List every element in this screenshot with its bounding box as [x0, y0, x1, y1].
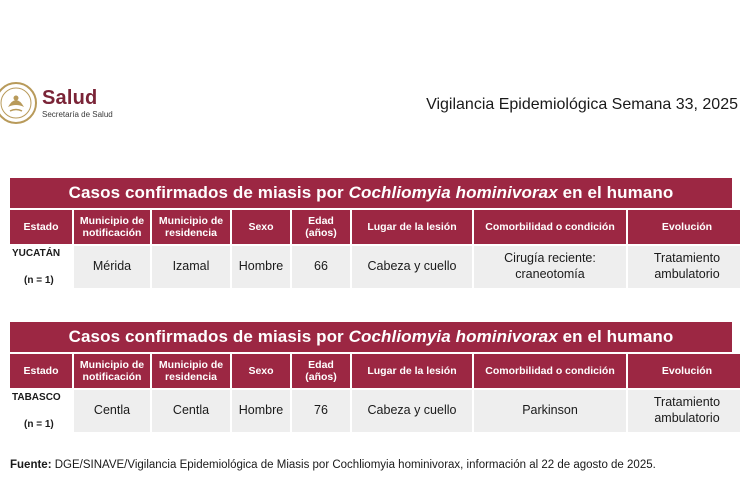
source-footnote — [10, 459, 656, 471]
cell-edad: 66 — [292, 246, 350, 288]
state-cell — [10, 246, 72, 288]
cell-municipio-notificacion: Mérida — [74, 246, 150, 288]
col-municipio-residencia: Municipio de residencia — [152, 210, 230, 244]
cases-table-2 — [10, 322, 732, 434]
table-banner — [10, 322, 732, 352]
cases-table — [8, 352, 740, 434]
col-estado: Estado — [10, 210, 72, 244]
cell-evolucion: Tratamiento ambulatorio — [628, 246, 740, 288]
page-title: Vigilancia Epidemiológica Semana 33, 2025 — [426, 96, 738, 113]
cases-table — [8, 208, 740, 290]
state-count: (n = 1) — [24, 274, 54, 286]
cell-evolucion: Tratamiento ambulatorio — [628, 390, 740, 432]
col-municipio-residencia: Municipio de residencia — [152, 354, 230, 388]
col-edad: Edad (años) — [292, 210, 350, 244]
table-header-row — [10, 354, 740, 388]
banner-species: Cochliomyia hominivorax — [348, 327, 558, 346]
banner-suffix: en el humano — [557, 327, 674, 346]
coat-of-arms-icon — [0, 81, 38, 125]
col-evolucion: Evolución — [628, 354, 740, 388]
col-estado: Estado — [10, 354, 72, 388]
state-name: TABASCO — [12, 392, 61, 403]
col-sexo: Sexo — [232, 354, 290, 388]
cell-sexo: Hombre — [232, 246, 290, 288]
cell-edad: 76 — [292, 390, 350, 432]
table-header-row — [10, 210, 740, 244]
cell-comorbilidad: Cirugía reciente: craneotomía — [474, 246, 626, 288]
logo-title: Salud — [42, 86, 98, 109]
logo-subtitle: Secretaría de Salud — [42, 109, 113, 119]
footer-label: Fuente: — [10, 459, 52, 471]
banner-prefix: Casos confirmados de miasis por — [68, 183, 349, 202]
table-banner — [10, 178, 732, 208]
col-edad: Edad (años) — [292, 354, 350, 388]
logo — [0, 78, 113, 128]
table-row — [10, 390, 740, 432]
cases-table-1 — [10, 178, 732, 290]
footer-text: DGE/SINAVE/Vigilancia Epidemiológica de Miasis por Cochliomyia hominivorax, información al 22 de agosto de 2025. — [51, 459, 656, 471]
state-cell — [10, 390, 72, 432]
table-row — [10, 246, 740, 288]
cell-municipio-residencia: Centla — [152, 390, 230, 432]
cell-sexo: Hombre — [232, 390, 290, 432]
banner-prefix: Casos confirmados de miasis por — [68, 327, 349, 346]
col-comorbilidad: Comorbilidad o condición — [474, 210, 626, 244]
col-comorbilidad: Comorbilidad o condición — [474, 354, 626, 388]
cell-comorbilidad: Parkinson — [474, 390, 626, 432]
cell-lugar-lesion: Cabeza y cuello — [352, 246, 472, 288]
banner-species: Cochliomyia hominivorax — [348, 183, 558, 202]
state-name: YUCATÁN — [12, 248, 61, 259]
col-municipio-notificacion: Municipio de notificación — [74, 354, 150, 388]
cell-municipio-notificacion: Centla — [74, 390, 150, 432]
col-evolucion: Evolución — [628, 210, 740, 244]
col-lugar-lesion: Lugar de la lesión — [352, 210, 472, 244]
col-lugar-lesion: Lugar de la lesión — [352, 354, 472, 388]
col-sexo: Sexo — [232, 210, 290, 244]
cell-lugar-lesion: Cabeza y cuello — [352, 390, 472, 432]
banner-suffix: en el humano — [557, 183, 674, 202]
col-municipio-notificacion: Municipio de notificación — [74, 210, 150, 244]
cell-municipio-residencia: Izamal — [152, 246, 230, 288]
state-count: (n = 1) — [24, 418, 54, 430]
